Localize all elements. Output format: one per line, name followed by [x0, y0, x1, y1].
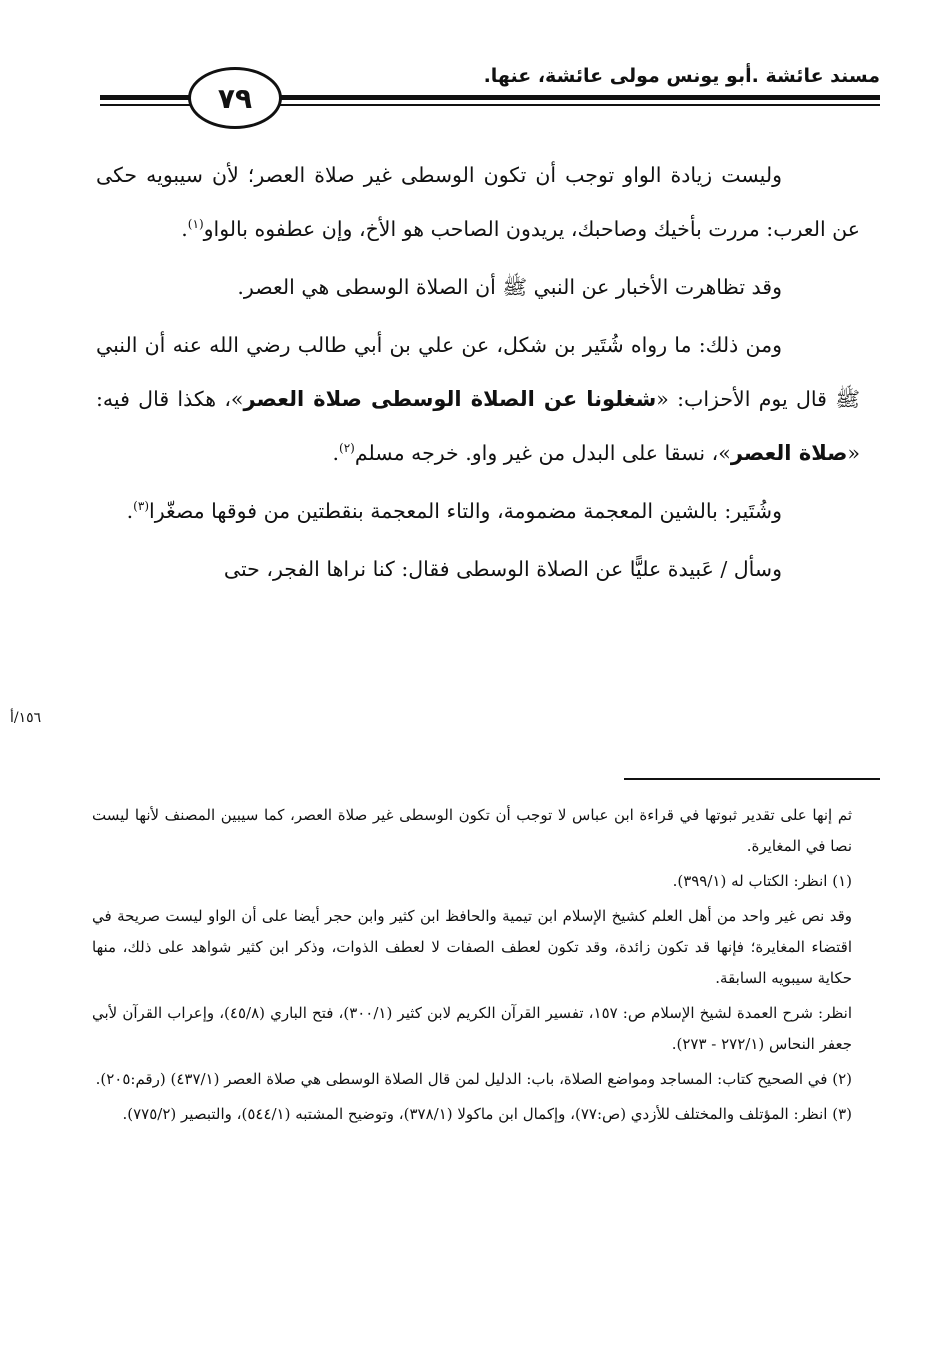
paragraph-1	[96, 148, 860, 256]
paragraph-5: وسأل / عَبيدة عليًّا عن الصلاة الوسطى فقال: كنا نراها الفجر، حتى	[223, 557, 782, 581]
paragraph-4	[96, 484, 860, 538]
footnote-1-continued: وقد نص غير واحد من أهل العلم كشيخ الإسلام ابن تيمية والحافظ ابن كثير وابن حجر أيضا على أن الواو ليست صريحة في اقتضاء المغايرة؛ فإنها قد تكون زائدة، وقد تكون لعطف الصفات لا لعطف الذوات، وذكر ابن كثير شواهد على ذلك، منها حكاية سيبويه السابقة.	[92, 907, 852, 987]
paragraph-3-text-c: »، نسقا على البدل من غير واو. خرجه مسلم	[354, 441, 731, 465]
paragraph-4-end: .	[126, 499, 134, 523]
footnote-separator	[624, 778, 880, 780]
footnote-ref-2[interactable]: (٢)	[339, 441, 355, 456]
paragraph-4-text: وشُتَير: بالشين المعجمة مضمومة، والتاء المعجمة بنقطتين من فوقها مصغّرا	[149, 499, 782, 523]
footnote-ref-1[interactable]: (١)	[187, 217, 204, 232]
footnotes	[92, 800, 852, 1134]
paragraph-3-end: .	[332, 441, 340, 465]
paragraph-3-text-b: »، هكذا قال فيه: «	[96, 387, 860, 465]
footnote-intro: ثم إنها على تقدير ثبوتها في قراءة ابن عباس لا توجب أن تكون الوسطى غير صلاة العصر، كما سيبين المصنف لأنها ليست نصا في المغايرة.	[92, 806, 852, 855]
running-title: مسند عائشة .أبو يونس مولى عائشة، عنها.	[483, 65, 880, 87]
hadith-quote-1: شغلونا عن الصلاة الوسطى صلاة العصر	[243, 387, 657, 411]
footnote-1-references: انظر: شرح العمدة لشيخ الإسلام ص: ١٥٧، تفسير القرآن الكريم لابن كثير (٣٠٠/١)، فتح الباري (٤٥/٨)، وإعراب القرآن لأبي جعفر النحاس (٢٧٢/١ - ٢٧٣).	[92, 1004, 852, 1053]
footnote-1: (١) انظر: الكتاب له (٣٩٩/١).	[672, 872, 852, 890]
paragraph-1-end: .	[181, 217, 188, 241]
hadith-quote-2: صلاة العصر	[730, 441, 848, 465]
paragraph-3-text-a: ومن ذلك: ما رواه شُتَير بن شكل، عن علي بن أبي طالب رضي الله عنه أن النبي ﷺ قال يوم الأحزاب: «	[96, 333, 860, 411]
main-text	[96, 148, 860, 596]
footnote-3: (٣) انظر: المؤتلف والمختلف للأزدي (ص:٧٧)، وإكمال ابن ماكولا (٣٧٨/١)، وتوضيح المشتبه (٥٤٤/١)، والتبصير (٧٧٥/٢).	[122, 1105, 852, 1123]
paragraph-1-text: وليست زيادة الواو توجب أن تكون الوسطى غير صلاة العصر؛ لأن سيبويه حكى عن العرب: مررت بأخيك وصاحبك، يريدون الصاحب هو الأخ، وإن عطفوه بالواو	[96, 163, 860, 241]
footnote-ref-3[interactable]: (٣)	[133, 499, 149, 514]
page-header	[100, 55, 880, 125]
paragraph-2: وقد تظاهرت الأخبار عن النبي ﷺ أن الصلاة الوسطى هي العصر.	[237, 275, 782, 299]
paragraph-3	[96, 318, 860, 480]
page-number: ٧٩	[188, 67, 282, 129]
footnote-2: (٢) في الصحيح كتاب: المساجد ومواضع الصلاة، باب: الدليل لمن قال الصلاة الوسطى هي صلاة العصر (٤٣٧/١) (رقم:٢٠٥).	[95, 1070, 852, 1088]
manuscript-folio-note: ١٥٦/أ	[10, 710, 42, 726]
